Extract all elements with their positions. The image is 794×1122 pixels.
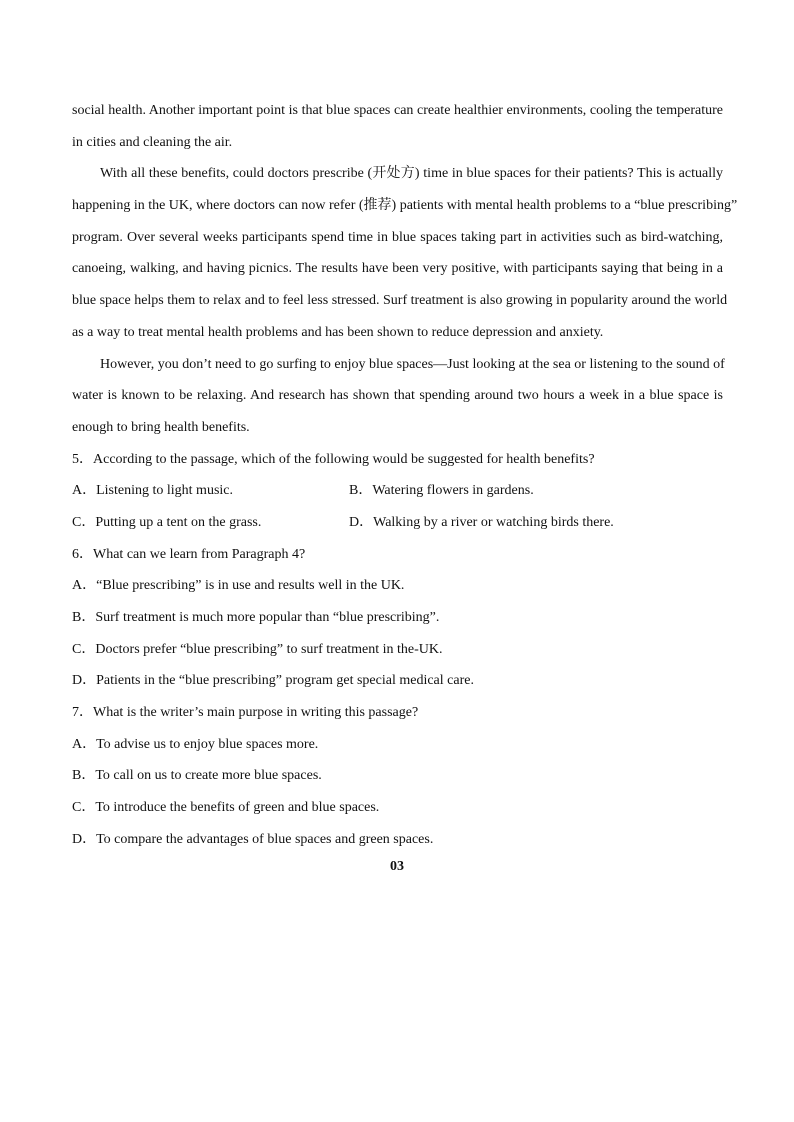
passage-line: With all these benefits, could doctors prescribe (开处方) time in blue spaces for their patients? This is actually	[100, 166, 723, 182]
option-d[interactable]: D．To compare the advantages of blue spaces and green spaces.	[72, 831, 434, 847]
option-row	[72, 507, 723, 539]
option-d[interactable]: D．Walking by a river or watching birds there.	[349, 514, 614, 530]
option-b[interactable]: B．Watering flowers in gardens.	[349, 483, 534, 499]
document-page	[72, 95, 738, 856]
question-stem: 7．What is the writer’s main purpose in writing this passage?	[72, 705, 419, 721]
passage-line: blue space helps them to relax and to feel less stressed. Surf treatment is also growing in popularity around the world	[72, 293, 728, 309]
question-7	[72, 697, 723, 855]
option-a[interactable]: A．“Blue prescribing” is in use and results well in the UK.	[72, 578, 405, 594]
option-c[interactable]: C．Doctors prefer “blue prescribing” to surf treatment in the-UK.	[72, 641, 443, 657]
option-a[interactable]: A．To advise us to enjoy blue spaces more.	[72, 736, 319, 752]
passage-line: water is known to be relaxing. And research has shown that spending around two hours a week in a blue space is	[72, 388, 723, 404]
passage-line: happening in the UK, where doctors can now refer (推荐) patients with mental health problems to a “blue prescribing”	[72, 198, 738, 214]
passage-line: program. Over several weeks participants spend time in blue spaces taking part in activities such as bird-watching,	[72, 229, 723, 245]
option-c[interactable]: C．Putting up a tent on the grass.	[72, 514, 262, 530]
option-c[interactable]: C．To introduce the benefits of green and blue spaces.	[72, 800, 380, 816]
passage-line: However, you don’t need to go surfing to enjoy blue spaces—Just looking at the sea or listening to the sound of	[100, 356, 725, 372]
page-number: 03	[390, 859, 404, 874]
question-5	[72, 444, 723, 539]
option-d[interactable]: D．Patients in the “blue prescribing” program get special medical care.	[72, 673, 474, 689]
passage-line: canoeing, walking, and having picnics. The results have been very positive, with participants saying that being in a	[72, 261, 723, 277]
option-b[interactable]: B．Surf treatment is much more popular than “blue prescribing”.	[72, 610, 440, 625]
question-stem: 5．According to the passage, which of the following would be suggested for health benefits?	[72, 451, 595, 467]
passage	[72, 95, 738, 444]
passage-line: enough to bring health benefits.	[72, 419, 250, 435]
option-b[interactable]: B．To call on us to create more blue spaces.	[72, 768, 322, 784]
question-stem: 6．What can we learn from Paragraph 4?	[72, 546, 306, 562]
option-row	[72, 475, 723, 507]
passage-line: as a way to treat mental health problems and has been shown to reduce depression and anxiety.	[72, 324, 604, 340]
passage-line: social health. Another important point is that blue spaces can create healthier environments, cooling the temperature	[72, 103, 723, 118]
question-6	[72, 539, 723, 697]
passage-line: in cities and cleaning the air.	[72, 134, 233, 150]
option-a[interactable]: A．Listening to light music.	[72, 483, 233, 499]
